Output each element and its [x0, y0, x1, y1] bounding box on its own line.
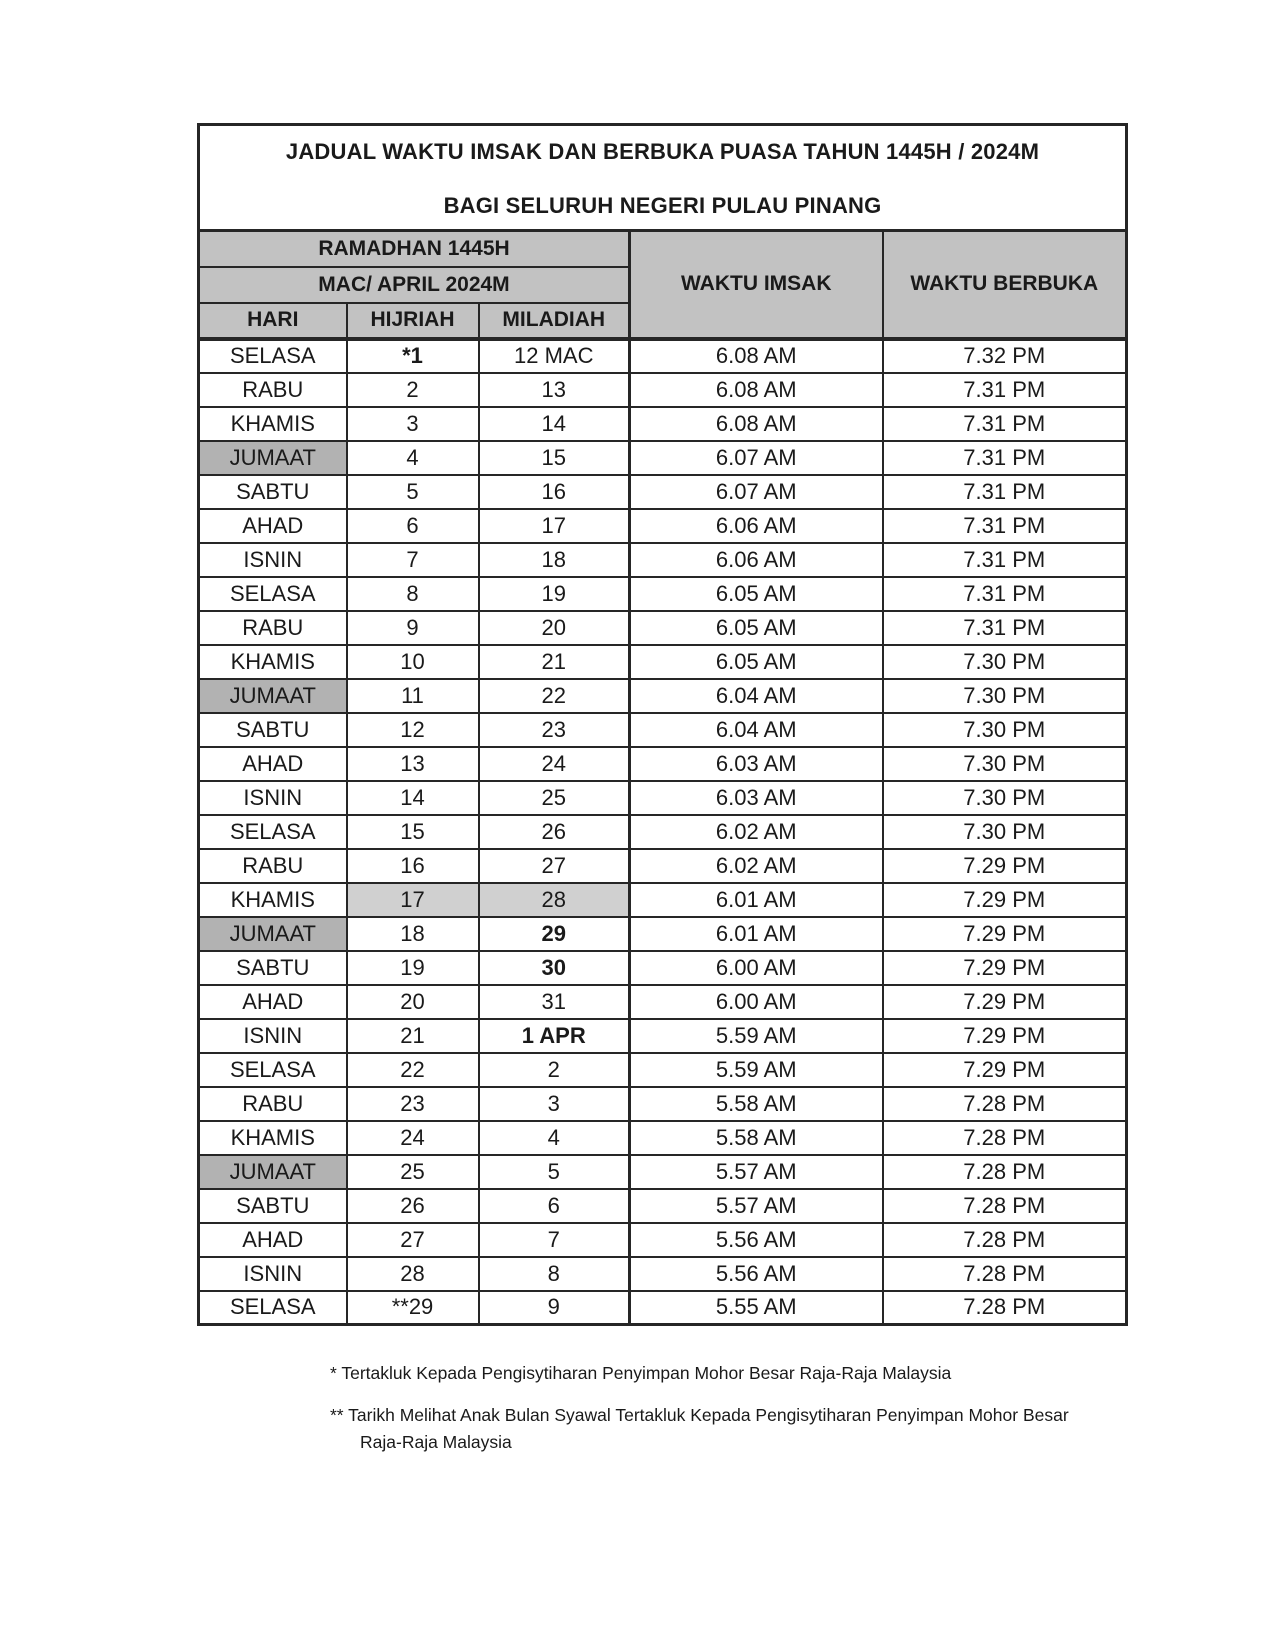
berbuka-time-cell: 7.29 PM	[883, 1053, 1127, 1087]
miladiah-date-cell: 12 MAC	[479, 339, 630, 373]
day-cell: JUMAAT	[199, 1155, 347, 1189]
imsak-time-cell: 6.05 AM	[630, 611, 883, 645]
table-row	[199, 509, 1127, 543]
imsak-time-cell: 6.05 AM	[630, 577, 883, 611]
day-cell: SABTU	[199, 951, 347, 985]
miladiah-date-cell: 14	[479, 407, 630, 441]
hijriah-date-cell: 12	[347, 713, 479, 747]
berbuka-time-cell: 7.31 PM	[883, 509, 1127, 543]
table-row	[199, 713, 1127, 747]
berbuka-time-cell: 7.31 PM	[883, 441, 1127, 475]
miladiah-date-cell: 29	[479, 917, 630, 951]
hijriah-date-cell: 7	[347, 543, 479, 577]
header-waktu-imsak: WAKTU IMSAK	[630, 231, 883, 339]
berbuka-time-cell: 7.28 PM	[883, 1121, 1127, 1155]
miladiah-date-cell: 4	[479, 1121, 630, 1155]
miladiah-date-cell: 1 APR	[479, 1019, 630, 1053]
berbuka-time-cell: 7.30 PM	[883, 645, 1127, 679]
hijriah-date-cell: 22	[347, 1053, 479, 1087]
table-row	[199, 781, 1127, 815]
miladiah-date-cell: 9	[479, 1291, 630, 1325]
miladiah-date-cell: 13	[479, 373, 630, 407]
day-cell: AHAD	[199, 509, 347, 543]
berbuka-time-cell: 7.29 PM	[883, 951, 1127, 985]
imsak-time-cell: 6.07 AM	[630, 475, 883, 509]
berbuka-time-cell: 7.31 PM	[883, 577, 1127, 611]
berbuka-time-cell: 7.29 PM	[883, 1019, 1127, 1053]
imsak-time-cell: 6.08 AM	[630, 407, 883, 441]
imsak-time-cell: 5.59 AM	[630, 1019, 883, 1053]
hijriah-date-cell: 26	[347, 1189, 479, 1223]
berbuka-time-cell: 7.31 PM	[883, 611, 1127, 645]
table-row	[199, 1291, 1127, 1325]
hijriah-date-cell: 9	[347, 611, 479, 645]
miladiah-date-cell: 7	[479, 1223, 630, 1257]
day-cell: RABU	[199, 611, 347, 645]
hijriah-date-cell: 13	[347, 747, 479, 781]
page-title: JADUAL WAKTU IMSAK DAN BERBUKA PUASA TAHUN 1445H / 2024M	[285, 138, 1040, 164]
hijriah-date-cell: 18	[347, 917, 479, 951]
miladiah-date-cell: 6	[479, 1189, 630, 1223]
timetable-sheet	[197, 123, 1125, 1326]
hijriah-date-cell: 3	[347, 407, 479, 441]
hijriah-date-cell: 20	[347, 985, 479, 1019]
hijriah-date-cell: 2	[347, 373, 479, 407]
table-row	[199, 951, 1127, 985]
day-cell: JUMAAT	[199, 917, 347, 951]
day-cell: SELASA	[199, 577, 347, 611]
berbuka-time-cell: 7.28 PM	[883, 1189, 1127, 1223]
table-row	[199, 679, 1127, 713]
day-cell: RABU	[199, 1087, 347, 1121]
table-row	[199, 747, 1127, 781]
berbuka-time-cell: 7.31 PM	[883, 373, 1127, 407]
miladiah-date-cell: 15	[479, 441, 630, 475]
table-row	[199, 1189, 1127, 1223]
day-cell: SELASA	[199, 1291, 347, 1325]
hijriah-date-cell: **29	[347, 1291, 479, 1325]
table-row	[199, 611, 1127, 645]
header-waktu-berbuka: WAKTU BERBUKA	[883, 231, 1127, 339]
day-cell: ISNIN	[199, 1257, 347, 1291]
imsak-time-cell: 6.02 AM	[630, 815, 883, 849]
berbuka-time-cell: 7.32 PM	[883, 339, 1127, 373]
imsak-time-cell: 6.06 AM	[630, 543, 883, 577]
day-cell: AHAD	[199, 1223, 347, 1257]
table-row	[199, 475, 1127, 509]
table-row	[199, 1019, 1127, 1053]
imsak-time-cell: 5.57 AM	[630, 1189, 883, 1223]
hijriah-date-cell: 15	[347, 815, 479, 849]
day-cell: AHAD	[199, 747, 347, 781]
hijriah-date-cell: 5	[347, 475, 479, 509]
table-row	[199, 441, 1127, 475]
hijriah-date-cell: 8	[347, 577, 479, 611]
title-row	[199, 125, 1127, 231]
hijriah-date-cell: 10	[347, 645, 479, 679]
day-cell: ISNIN	[199, 1019, 347, 1053]
table-row	[199, 815, 1127, 849]
day-cell: KHAMIS	[199, 1121, 347, 1155]
imsak-time-cell: 5.56 AM	[630, 1223, 883, 1257]
hijriah-date-cell: 27	[347, 1223, 479, 1257]
hijriah-date-cell: 25	[347, 1155, 479, 1189]
hijriah-date-cell: 11	[347, 679, 479, 713]
imsak-time-cell: 6.08 AM	[630, 373, 883, 407]
table-row	[199, 917, 1127, 951]
header-ramadhan: RAMADHAN 1445H	[199, 231, 630, 267]
day-cell: ISNIN	[199, 781, 347, 815]
day-cell: SELASA	[199, 339, 347, 373]
table-row	[199, 339, 1127, 373]
table-row	[199, 577, 1127, 611]
miladiah-date-cell: 27	[479, 849, 630, 883]
berbuka-time-cell: 7.28 PM	[883, 1257, 1127, 1291]
day-cell: JUMAAT	[199, 679, 347, 713]
day-cell: SABTU	[199, 713, 347, 747]
hijriah-date-cell: 28	[347, 1257, 479, 1291]
header-miladiah: MILADIAH	[479, 303, 630, 339]
miladiah-date-cell: 24	[479, 747, 630, 781]
table-row	[199, 645, 1127, 679]
imsak-time-cell: 6.08 AM	[630, 339, 883, 373]
table-body	[199, 339, 1127, 1325]
berbuka-time-cell: 7.28 PM	[883, 1291, 1127, 1325]
table-row	[199, 1087, 1127, 1121]
imsak-time-cell: 6.03 AM	[630, 781, 883, 815]
day-cell: AHAD	[199, 985, 347, 1019]
table-row	[199, 1155, 1127, 1189]
table-row	[199, 1223, 1127, 1257]
header-row-hijri-year	[199, 231, 1127, 267]
hijriah-date-cell: 23	[347, 1087, 479, 1121]
imsak-time-cell: 6.02 AM	[630, 849, 883, 883]
day-cell: RABU	[199, 849, 347, 883]
berbuka-time-cell: 7.29 PM	[883, 849, 1127, 883]
day-cell: ISNIN	[199, 543, 347, 577]
imsak-time-cell: 6.07 AM	[630, 441, 883, 475]
hijriah-date-cell: 21	[347, 1019, 479, 1053]
miladiah-date-cell: 31	[479, 985, 630, 1019]
footnote-1: * Tertakluk Kepada Pengisytiharan Penyimpan Mohor Besar Raja-Raja Malaysia	[330, 1363, 952, 1383]
miladiah-date-cell: 5	[479, 1155, 630, 1189]
imsak-time-cell: 5.58 AM	[630, 1087, 883, 1121]
miladiah-date-cell: 3	[479, 1087, 630, 1121]
header-month: MAC/ APRIL 2024M	[199, 267, 630, 303]
table-row	[199, 849, 1127, 883]
imsak-time-cell: 6.06 AM	[630, 509, 883, 543]
hijriah-date-cell: 17	[347, 883, 479, 917]
imsak-time-cell: 5.57 AM	[630, 1155, 883, 1189]
day-cell: KHAMIS	[199, 645, 347, 679]
miladiah-date-cell: 8	[479, 1257, 630, 1291]
berbuka-time-cell: 7.31 PM	[883, 543, 1127, 577]
berbuka-time-cell: 7.30 PM	[883, 747, 1127, 781]
imsak-time-cell: 6.04 AM	[630, 679, 883, 713]
berbuka-time-cell: 7.29 PM	[883, 985, 1127, 1019]
table-row	[199, 407, 1127, 441]
miladiah-date-cell: 30	[479, 951, 630, 985]
imsak-time-cell: 6.01 AM	[630, 917, 883, 951]
hijriah-date-cell: *1	[347, 339, 479, 373]
berbuka-time-cell: 7.28 PM	[883, 1223, 1127, 1257]
day-cell: KHAMIS	[199, 407, 347, 441]
day-cell: JUMAAT	[199, 441, 347, 475]
day-cell: SABTU	[199, 475, 347, 509]
table-row	[199, 1053, 1127, 1087]
miladiah-date-cell: 17	[479, 509, 630, 543]
hijriah-date-cell: 4	[347, 441, 479, 475]
berbuka-time-cell: 7.29 PM	[883, 883, 1127, 917]
table-row	[199, 373, 1127, 407]
header-hari: HARI	[199, 303, 347, 339]
imsak-time-cell: 5.56 AM	[630, 1257, 883, 1291]
miladiah-date-cell: 19	[479, 577, 630, 611]
imsak-time-cell: 5.55 AM	[630, 1291, 883, 1325]
hijriah-date-cell: 6	[347, 509, 479, 543]
hijriah-date-cell: 14	[347, 781, 479, 815]
hijriah-date-cell: 24	[347, 1121, 479, 1155]
imsak-time-cell: 6.01 AM	[630, 883, 883, 917]
imsak-time-cell: 6.05 AM	[630, 645, 883, 679]
berbuka-time-cell: 7.30 PM	[883, 713, 1127, 747]
miladiah-date-cell: 26	[479, 815, 630, 849]
imsak-time-cell: 5.58 AM	[630, 1121, 883, 1155]
day-cell: SABTU	[199, 1189, 347, 1223]
miladiah-date-cell: 21	[479, 645, 630, 679]
berbuka-time-cell: 7.30 PM	[883, 679, 1127, 713]
hijriah-date-cell: 19	[347, 951, 479, 985]
footnote-2-line2: Raja-Raja Malaysia	[360, 1432, 512, 1452]
miladiah-date-cell: 28	[479, 883, 630, 917]
miladiah-date-cell: 16	[479, 475, 630, 509]
miladiah-date-cell: 25	[479, 781, 630, 815]
footnote-2-line1: ** Tarikh Melihat Anak Bulan Syawal Tertakluk Kepada Pengisytiharan Penyimpan Mohor Besar	[330, 1405, 1069, 1425]
title-cell	[199, 125, 1127, 231]
berbuka-time-cell: 7.31 PM	[883, 407, 1127, 441]
page-subtitle: BAGI SELURUH NEGERI PULAU PINANG	[443, 192, 882, 218]
imsak-time-cell: 5.59 AM	[630, 1053, 883, 1087]
berbuka-time-cell: 7.29 PM	[883, 917, 1127, 951]
imsak-time-cell: 6.00 AM	[630, 985, 883, 1019]
berbuka-time-cell: 7.30 PM	[883, 781, 1127, 815]
table-row	[199, 985, 1127, 1019]
footnote-2	[330, 1402, 1090, 1456]
imsak-time-cell: 6.00 AM	[630, 951, 883, 985]
miladiah-date-cell: 22	[479, 679, 630, 713]
miladiah-date-cell: 20	[479, 611, 630, 645]
imsak-time-cell: 6.03 AM	[630, 747, 883, 781]
header-hijriah: HIJRIAH	[347, 303, 479, 339]
imsak-berbuka-table	[197, 123, 1128, 1326]
table-row	[199, 883, 1127, 917]
miladiah-date-cell: 18	[479, 543, 630, 577]
table-row	[199, 1257, 1127, 1291]
miladiah-date-cell: 2	[479, 1053, 630, 1087]
table-row	[199, 543, 1127, 577]
berbuka-time-cell: 7.28 PM	[883, 1087, 1127, 1121]
hijriah-date-cell: 16	[347, 849, 479, 883]
day-cell: SELASA	[199, 1053, 347, 1087]
day-cell: RABU	[199, 373, 347, 407]
berbuka-time-cell: 7.30 PM	[883, 815, 1127, 849]
imsak-time-cell: 6.04 AM	[630, 713, 883, 747]
berbuka-time-cell: 7.28 PM	[883, 1155, 1127, 1189]
table-row	[199, 1121, 1127, 1155]
day-cell: KHAMIS	[199, 883, 347, 917]
day-cell: SELASA	[199, 815, 347, 849]
footnotes	[330, 1360, 1090, 1456]
berbuka-time-cell: 7.31 PM	[883, 475, 1127, 509]
miladiah-date-cell: 23	[479, 713, 630, 747]
